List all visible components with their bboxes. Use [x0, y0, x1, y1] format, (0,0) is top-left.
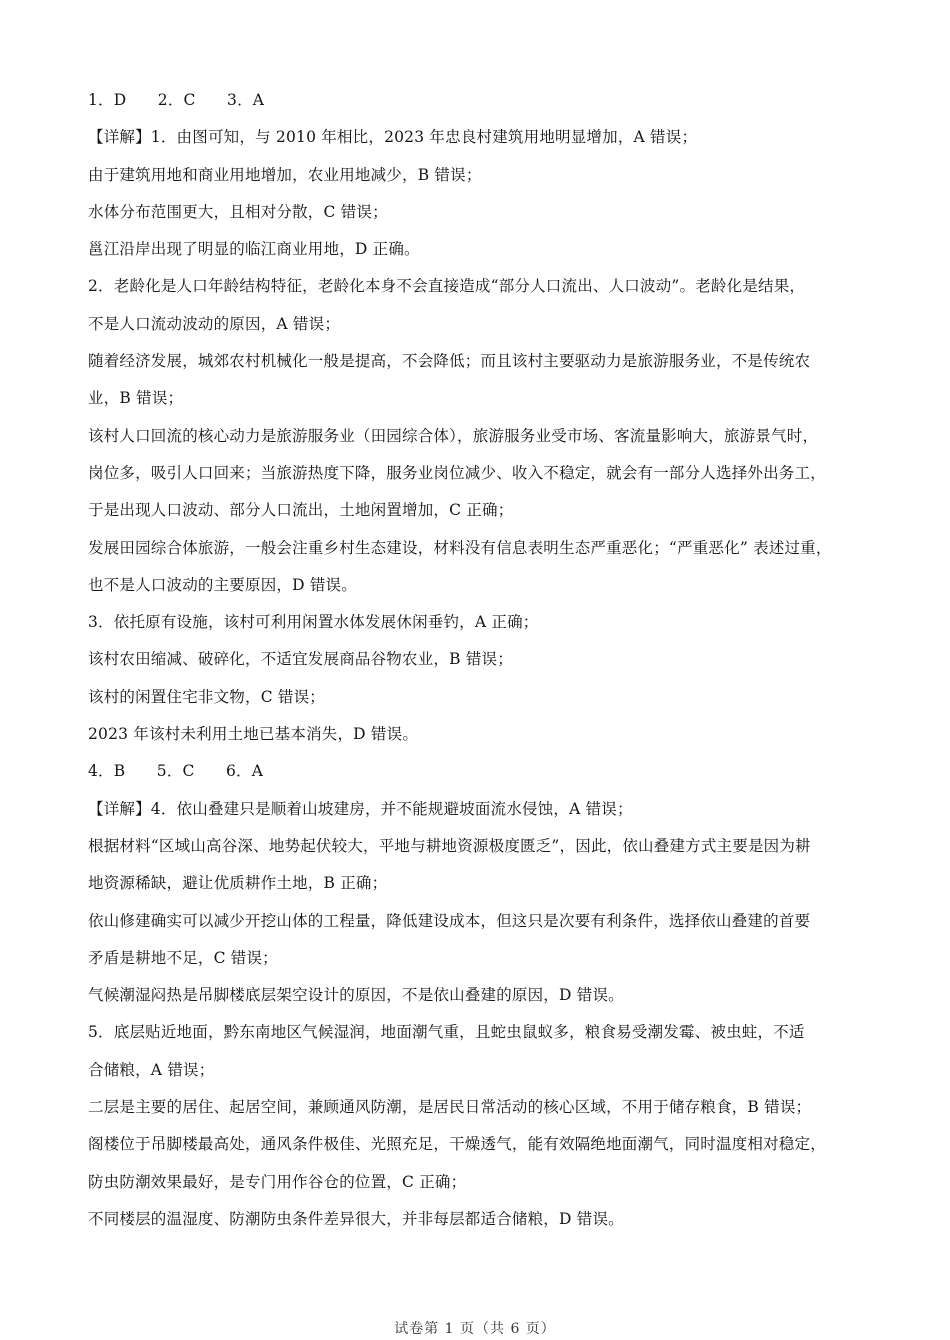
text-line: 矛盾是耕地不足，C 错误； — [88, 948, 278, 967]
text-line: 由于建筑用地和商业用地增加，农业用地减少，B 错误； — [88, 165, 482, 184]
text-line: 3．依托原有设施，该村可利用闲置水体发展休闲垂钓，A 正确； — [88, 613, 539, 632]
text-line: 【详解】1．由图可知，与 2010 年相比，2023 年忠良村建筑用地明显增加，A 错误； — [88, 128, 698, 147]
text-line: 业，B 错误； — [88, 389, 184, 408]
text-line: 随着经济发展，城郊农村机械化一般是提高，不会降低；而且该村主要驱动力是旅游服务业，不是传统农 — [88, 352, 811, 371]
text-line: 气候潮湿闷热是吊脚楼底层架空设计的原因，不是依山叠建的原因，D 错误。 — [88, 986, 624, 1005]
text-line: 邕江沿岸出现了明显的临江商业用地，D 正确。 — [88, 240, 420, 259]
text-line: 不是人口流动波动的原因，A 错误； — [88, 314, 341, 333]
answer-explanation-text — [88, 82, 870, 1238]
text-line: 阁楼位于吊脚楼最高处，通风条件极佳、光照充足，干燥透气，能有效隔绝地面潮气，同时温度相对稳定， — [88, 1135, 826, 1154]
text-line: 依山修建确实可以减少开挖山体的工程量，降低建设成本，但这只是次要有利条件，选择依山叠建的首要 — [88, 911, 811, 930]
text-line: 【详解】4．依山叠建只是顺着山坡建房，并不能规避坡面流水侵蚀，A 错误； — [88, 799, 633, 818]
text-line: 二层是主要的居住、起居空间，兼顾通风防潮，是居民日常活动的核心区域，不用于储存粮食，B 错误； — [88, 1098, 812, 1117]
text-line: 地资源稀缺，避让优质耕作土地，B 正确； — [88, 874, 388, 893]
text-line: 合储粮，A 错误； — [88, 1060, 215, 1079]
text-line: 也不是人口波动的主要原因，D 错误。 — [88, 575, 357, 594]
text-line: 水体分布范围更大，且相对分散，C 错误； — [88, 202, 388, 221]
text-line: 5．底层贴近地面，黔东南地区气候湿润，地面潮气重，且蛇虫鼠蚁多，粮食易受潮发霉、被虫蛀，不适 — [88, 1023, 805, 1042]
text-line: 该村人口回流的核心动力是旅游服务业（田园综合体），旅游服务业受市场、客流量影响大，旅游景气时， — [88, 426, 819, 445]
text-line: 不同楼层的温湿度、防潮防虫条件差异很大，并非每层都适合储粮，D 错误。 — [88, 1209, 624, 1228]
text-line: 岗位多，吸引人口回来；当旅游热度下降，服务业岗位减少、收入不稳定，就会有一部分人选择外出务工， — [88, 463, 826, 482]
text-line: 该村的闲置住宅非文物，C 错误； — [88, 687, 325, 706]
text-line: 防虫防潮效果最好，是专门用作谷仓的位置，C 正确； — [88, 1172, 467, 1191]
text-line: 于是出现人口波动、部分人口流出，土地闲置增加，C 正确； — [88, 501, 514, 520]
text-line: 该村农田缩减、破碎化，不适宜发展商品谷物农业，B 错误； — [88, 650, 513, 669]
page-footer: 试卷第 1 页（共 6 页） — [394, 1321, 556, 1337]
text-line: 根据材料“区域山高谷深、地势起伏较大，平地与耕地资源极度匮乏”，因此，依山叠建方式主要是因为耕 — [88, 836, 811, 855]
answer-key-q4-6: 4．B 5．C 6．A — [88, 762, 264, 781]
text-line: 发展田园综合体旅游，一般会注重乡村生态建设，材料没有信息表明生态严重恶化；“严重恶化” 表述过重， — [88, 538, 832, 557]
text-line: 2023 年该村未利用土地已基本消失，D 错误。 — [88, 725, 419, 744]
text-line: 2．老龄化是人口年龄结构特征，老龄化本身不会直接造成“部分人口流出、人口波动”。老龄化是结果， — [88, 277, 806, 296]
answer-key-q1-3: 1．D 2．C 3．A — [88, 91, 265, 109]
